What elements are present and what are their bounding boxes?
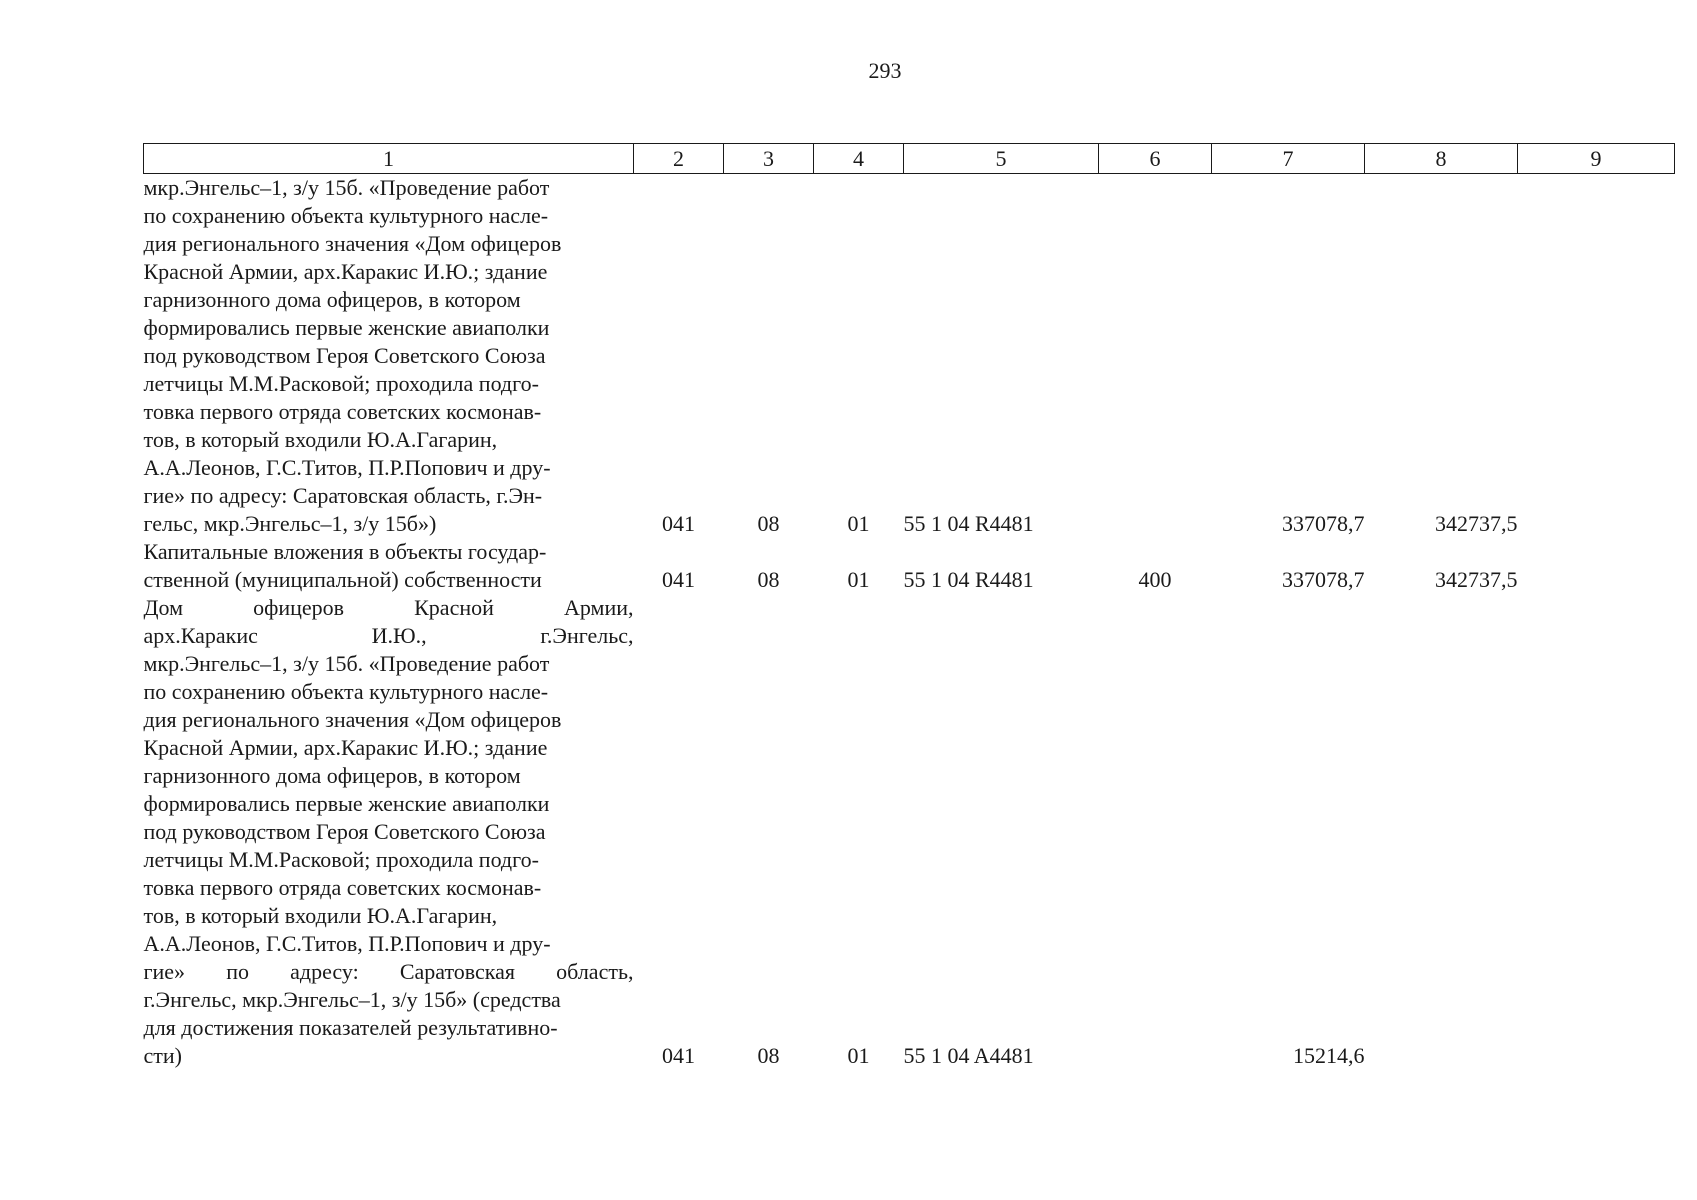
col-header-8: 8 (1365, 144, 1518, 174)
cell-ministry-code: 041 (662, 1043, 695, 1068)
description-line: тов, в который входили Ю.А.Гагарин, (143, 903, 498, 928)
col-header-4: 4 (814, 144, 904, 174)
cell-target-article: 55 1 04 A4481 (903, 1043, 1034, 1068)
description-line: Красной Армии, арх.Каракис И.Ю.; здание (143, 259, 548, 284)
row-description (144, 174, 634, 539)
description-line: арх.Каракис И.Ю., г.Энгельс, (143, 623, 634, 648)
cell-target-article: 55 1 04 R4481 (903, 567, 1034, 592)
description-line: тов, в который входили Ю.А.Гагарин, (143, 427, 498, 452)
cell-amount-9 (1518, 594, 1675, 1070)
description-line: мкр.Энгельс–1, з/у 15б. «Проведение работ (143, 175, 550, 200)
description-line: по сохранению объекта культурного насле- (143, 203, 549, 228)
cell-amount-7: 337078,7 (1282, 511, 1365, 536)
description-line: летчицы М.М.Расковой; проходила подго- (143, 847, 539, 872)
cell-amount-8: 342737,5 (1435, 567, 1518, 592)
cell-ministry-code: 041 (662, 511, 695, 536)
description-line: гарнизонного дома офицеров, в котором (143, 287, 521, 312)
col-header-9: 9 (1518, 144, 1675, 174)
header-row (144, 144, 1675, 174)
description-line: гие» по адресу: Саратовская область, г.Эн- (143, 483, 543, 508)
cell-subsection: 01 (847, 567, 870, 592)
page-number: 293 (868, 58, 902, 83)
description-line: гарнизонного дома офицеров, в котором (143, 763, 521, 788)
description-line: А.А.Леонов, Г.С.Титов, П.Р.Попович и дру- (143, 931, 551, 956)
table-row (144, 174, 1675, 539)
col-header-6: 6 (1099, 144, 1212, 174)
row-description (144, 538, 634, 594)
description-line: товка первого отряда советских космонав- (143, 875, 542, 900)
description-line: дия регионального значения «Дом офицеров (143, 231, 562, 256)
cell-amount-7: 337078,7 (1282, 567, 1365, 592)
cell-expense-type (1099, 174, 1212, 539)
description-line: товка первого отряда советских космонав- (143, 399, 542, 424)
cell-expense-type: 400 (1138, 567, 1172, 592)
cell-ministry-code: 041 (662, 567, 695, 592)
col-header-5: 5 (904, 144, 1099, 174)
cell-section: 08 (757, 511, 780, 536)
col-header-2: 2 (634, 144, 724, 174)
col-header-3: 3 (724, 144, 814, 174)
table-row (144, 594, 1675, 1070)
cell-amount-7: 15214,6 (1293, 1043, 1365, 1068)
description-line: гельс, мкр.Энгельс–1, з/у 15б») (143, 511, 437, 536)
cell-amount-8 (1365, 594, 1518, 1070)
description-line: дия регионального значения «Дом офицеров (143, 707, 562, 732)
cell-target-article: 55 1 04 R4481 (903, 511, 1034, 536)
description-line: для достижения показателей результативно- (143, 1015, 558, 1040)
budget-table (143, 143, 1675, 1070)
row-description (144, 594, 634, 1070)
description-line: ственной (муниципальной) собственности (143, 567, 542, 592)
description-line: гие» по адресу: Саратовская область, (143, 959, 634, 984)
description-line: формировались первые женские авиаполки (143, 315, 550, 340)
table-row (144, 538, 1675, 594)
cell-subsection: 01 (847, 1043, 870, 1068)
description-line: под руководством Героя Советского Союза (143, 343, 546, 368)
description-line: летчицы М.М.Расковой; проходила подго- (143, 371, 539, 396)
description-line: сти) (143, 1043, 182, 1068)
description-line: формировались первые женские авиаполки (143, 791, 550, 816)
cell-amount-9 (1518, 538, 1675, 594)
description-line: Капитальные вложения в объекты государ- (143, 539, 547, 564)
description-line: А.А.Леонов, Г.С.Титов, П.Р.Попович и дру- (143, 455, 551, 480)
cell-amount-9 (1518, 174, 1675, 539)
cell-section: 08 (757, 1043, 780, 1068)
description-line: под руководством Героя Советского Союза (143, 819, 546, 844)
description-line: Дом офицеров Красной Армии, (143, 595, 634, 620)
cell-section: 08 (757, 567, 780, 592)
description-line: мкр.Энгельс–1, з/у 15б. «Проведение работ (143, 651, 550, 676)
cell-amount-8: 342737,5 (1435, 511, 1518, 536)
cell-expense-type (1099, 594, 1212, 1070)
description-line: по сохранению объекта культурного насле- (143, 679, 549, 704)
col-header-7: 7 (1212, 144, 1365, 174)
description-line: г.Энгельс, мкр.Энгельс–1, з/у 15б» (средства (143, 987, 561, 1012)
cell-subsection: 01 (847, 511, 870, 536)
col-header-1: 1 (144, 144, 634, 174)
description-line: Красной Армии, арх.Каракис И.Ю.; здание (143, 735, 548, 760)
